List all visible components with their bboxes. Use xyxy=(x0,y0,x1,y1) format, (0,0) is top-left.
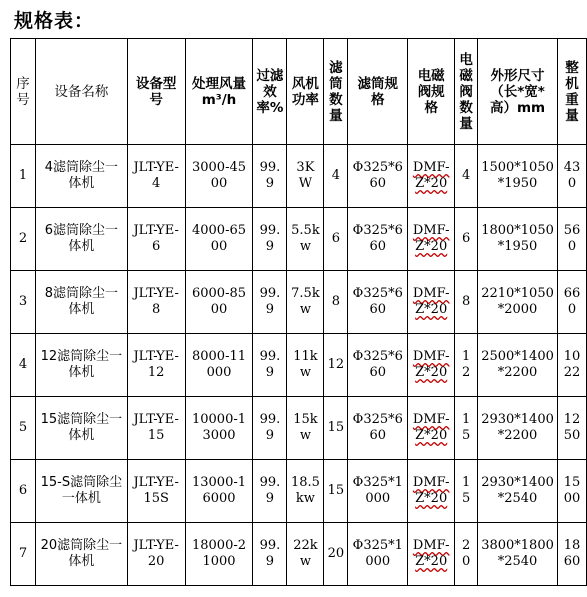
cell-count: 15 xyxy=(324,397,348,460)
cell-count: 12 xyxy=(324,334,348,397)
cell-count: 4 xyxy=(324,145,348,208)
cell-spec: Φ325*660 xyxy=(348,334,408,397)
cell-spec: Φ325*660 xyxy=(348,397,408,460)
cell-count: 20 xyxy=(324,523,348,586)
header-cell: 风机功率 xyxy=(287,39,324,145)
cell-power: 11kw xyxy=(287,334,324,397)
cell-vcount: 15 xyxy=(455,460,478,523)
cell-count: 8 xyxy=(324,271,348,334)
cell-no: 7 xyxy=(11,523,36,586)
cell-valve: DMF-Z*20 xyxy=(408,271,455,334)
cell-eff: 99.9 xyxy=(253,145,287,208)
header-cell: 滤筒规格 xyxy=(348,39,408,145)
cell-size: 1500*1050*1950 xyxy=(478,145,558,208)
cell-eff: 99.9 xyxy=(253,397,287,460)
cell-eff: 99.9 xyxy=(253,460,287,523)
cell-model: JLT-YE-6 xyxy=(127,208,185,271)
header-cell: 滤筒数量 xyxy=(324,39,348,145)
cell-air: 8000-11000 xyxy=(185,334,253,397)
cell-model: JLT-YE-15S xyxy=(127,460,185,523)
cell-weight: 660 xyxy=(557,271,586,334)
cell-weight: 430 xyxy=(557,145,586,208)
cell-spec: Φ325*1000 xyxy=(348,523,408,586)
header-cell: 过滤效率% xyxy=(253,39,287,145)
cell-eff: 99.9 xyxy=(253,523,287,586)
cell-model: JLT-YE-20 xyxy=(127,523,185,586)
cell-air: 4000-6500 xyxy=(185,208,253,271)
cell-model: JLT-YE-4 xyxy=(127,145,185,208)
cell-vcount: 6 xyxy=(455,208,478,271)
cell-size: 1800*1050*1950 xyxy=(478,208,558,271)
cell-size: 2500*1400*2200 xyxy=(478,334,558,397)
table-row xyxy=(11,460,587,523)
cell-count: 15 xyxy=(324,460,348,523)
cell-valve: DMF-Z*20 xyxy=(408,460,455,523)
cell-name: 20滤筒除尘一体机 xyxy=(35,523,127,586)
cell-weight: 560 xyxy=(557,208,586,271)
cell-eff: 99.9 xyxy=(253,271,287,334)
header-cell: 设备名称 xyxy=(35,39,127,145)
cell-model: JLT-YE-15 xyxy=(127,397,185,460)
cell-weight: 1250 xyxy=(557,397,586,460)
cell-power: 22kw xyxy=(287,523,324,586)
header-cell: 电磁阀数量 xyxy=(455,39,478,145)
cell-vcount: 12 xyxy=(455,334,478,397)
header-cell: 电磁阀规格 xyxy=(408,39,455,145)
cell-no: 6 xyxy=(11,460,36,523)
cell-name: 15滤筒除尘一体机 xyxy=(35,397,127,460)
cell-power: 18.5kw xyxy=(287,460,324,523)
cell-size: 2210*1050*2000 xyxy=(478,271,558,334)
cell-valve: DMF-Z*20 xyxy=(408,145,455,208)
cell-name: 8滤筒除尘一体机 xyxy=(35,271,127,334)
cell-model: JLT-YE-12 xyxy=(127,334,185,397)
cell-eff: 99.9 xyxy=(253,334,287,397)
cell-vcount: 20 xyxy=(455,523,478,586)
cell-power: 15kw xyxy=(287,397,324,460)
cell-valve: DMF-Z*20 xyxy=(408,334,455,397)
cell-no: 3 xyxy=(11,271,36,334)
page-title: 规格表： xyxy=(14,10,95,32)
cell-size: 2930*1400*2200 xyxy=(478,397,558,460)
cell-power: 7.5kw xyxy=(287,271,324,334)
cell-spec: Φ325*660 xyxy=(348,145,408,208)
cell-air: 10000-13000 xyxy=(185,397,253,460)
cell-model: JLT-YE-8 xyxy=(127,271,185,334)
header-cell: 外形尺寸（长*宽*高）mm xyxy=(478,39,558,145)
cell-air: 18000-21000 xyxy=(185,523,253,586)
cell-name: 15-S滤筒除尘一体机 xyxy=(35,460,127,523)
header-cell: 设备型号 xyxy=(127,39,185,145)
cell-name: 6滤筒除尘一体机 xyxy=(35,208,127,271)
cell-spec: Φ325*660 xyxy=(348,208,408,271)
cell-valve: DMF-Z*20 xyxy=(408,397,455,460)
cell-valve: DMF-Z*20 xyxy=(408,523,455,586)
cell-no: 1 xyxy=(11,145,36,208)
table-row xyxy=(11,334,587,397)
cell-power: 3KW xyxy=(287,145,324,208)
cell-eff: 99.9 xyxy=(253,208,287,271)
header-cell: 整机重量 xyxy=(557,39,586,145)
table-row xyxy=(11,208,587,271)
cell-air: 13000-16000 xyxy=(185,460,253,523)
table-header-row xyxy=(11,39,587,145)
cell-name: 4滤筒除尘一体机 xyxy=(35,145,127,208)
cell-vcount: 15 xyxy=(455,397,478,460)
cell-weight: 1022 xyxy=(557,334,586,397)
table-row xyxy=(11,397,587,460)
table-row xyxy=(11,145,587,208)
header-cell: 处理风量m³/h xyxy=(185,39,253,145)
cell-air: 3000-4500 xyxy=(185,145,253,208)
cell-size: 2930*1400*2540 xyxy=(478,460,558,523)
cell-air: 6000-8500 xyxy=(185,271,253,334)
table-row xyxy=(11,271,587,334)
cell-weight: 1860 xyxy=(557,523,586,586)
cell-count: 6 xyxy=(324,208,348,271)
cell-spec: Φ325*660 xyxy=(348,271,408,334)
cell-weight: 1500 xyxy=(557,460,586,523)
cell-spec: Φ325*1000 xyxy=(348,460,408,523)
cell-size: 3800*1800*2540 xyxy=(478,523,558,586)
cell-name: 12滤筒除尘一体机 xyxy=(35,334,127,397)
table-row xyxy=(11,523,587,586)
cell-no: 5 xyxy=(11,397,36,460)
header-cell: 序号 xyxy=(11,39,36,145)
cell-vcount: 8 xyxy=(455,271,478,334)
cell-no: 4 xyxy=(11,334,36,397)
cell-valve: DMF-Z*20 xyxy=(408,208,455,271)
spec-table xyxy=(10,38,587,586)
cell-vcount: 4 xyxy=(455,145,478,208)
cell-power: 5.5kw xyxy=(287,208,324,271)
cell-no: 2 xyxy=(11,208,36,271)
